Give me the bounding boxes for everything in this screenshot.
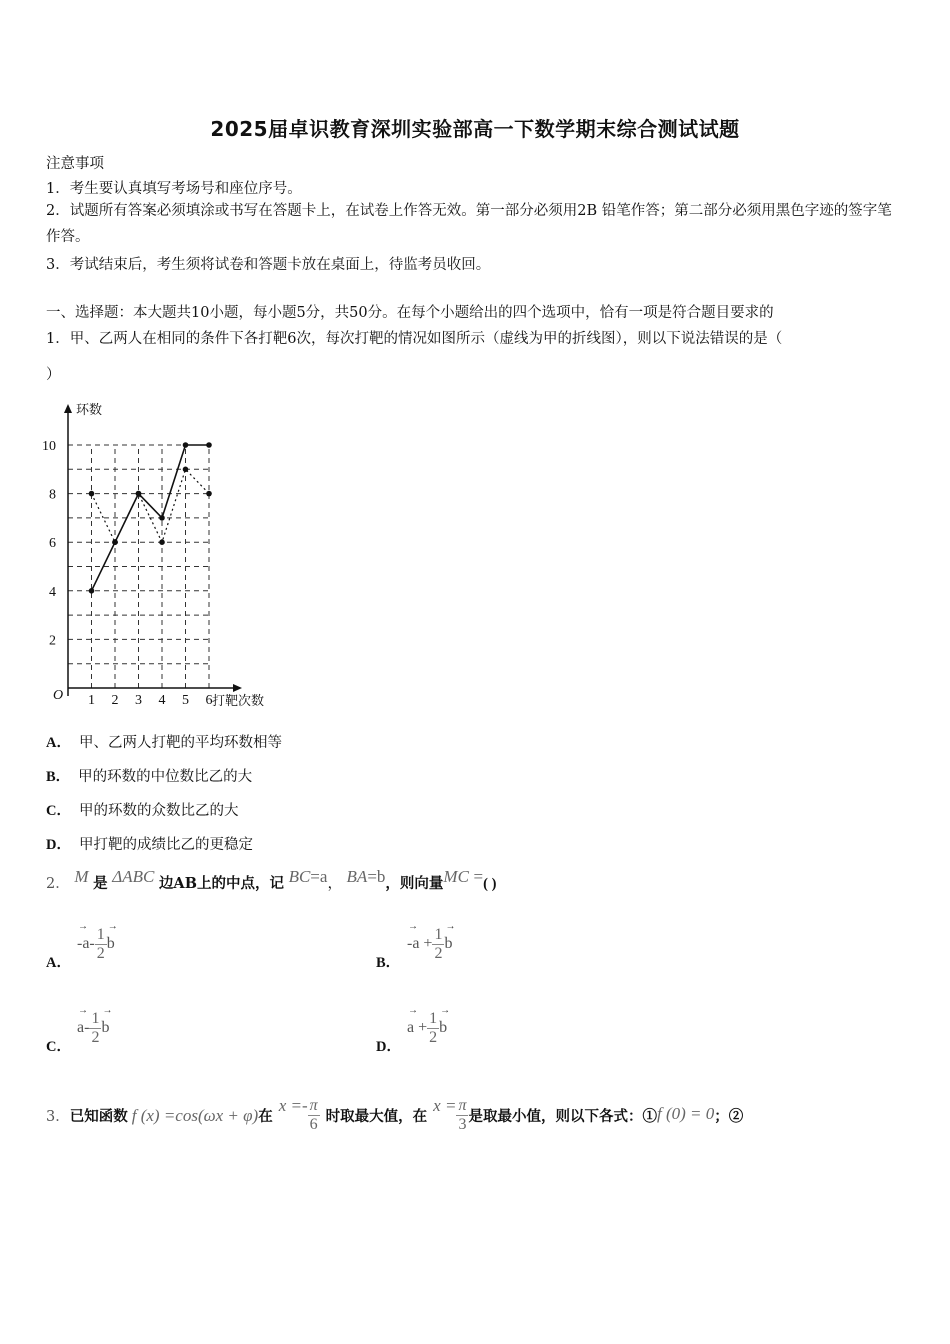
- q2-comma: ，: [327, 876, 342, 892]
- q3-x-max: x =-: [278, 1095, 308, 1115]
- q3-text-1: 已知函数: [69, 1108, 128, 1125]
- q3-three: 3: [458, 1116, 467, 1133]
- data-point-jia: [183, 467, 189, 473]
- notice-item-3: 3．考试结束后，考生须将试卷和答题卡放在桌面上，待监考员收回。: [46, 257, 491, 273]
- q2-number: 2．: [46, 876, 70, 892]
- x-tick-label: 3: [135, 693, 142, 708]
- q2-choice-a-num: 1: [96, 926, 105, 943]
- y-tick-label: 6: [49, 536, 56, 552]
- notice-heading: 注意事项: [46, 156, 104, 172]
- origin-label: O: [53, 688, 64, 703]
- x-tick-label: 4: [158, 693, 166, 708]
- q2-equals-a: =a: [310, 867, 328, 886]
- q3-stem: [46, 1097, 743, 1134]
- y-tick-label: 4: [49, 584, 56, 600]
- q2-equals-b: =b: [367, 867, 386, 886]
- data-point-yi: [136, 491, 142, 497]
- q2-vector-bc: BC: [288, 867, 311, 886]
- notice-item-1: 1．考生要认真填写考场号和座位序号。: [46, 181, 302, 197]
- q1-option-a-letter: A．: [46, 735, 71, 751]
- q2-choice-a-den: 2: [96, 945, 105, 962]
- q1-option-d-text: 甲打靶的成绩比乙的更稳定: [78, 837, 253, 853]
- q1-option-c-text: 甲的环数的众数比乙的大: [78, 803, 239, 819]
- y-tick-label: 8: [49, 487, 56, 503]
- data-point-yi: [112, 539, 118, 545]
- data-point-yi: [183, 442, 189, 448]
- q1-option-c[interactable]: [46, 799, 238, 820]
- q2-choice-a-pre: -a-: [77, 935, 95, 953]
- data-point-jia: [89, 491, 95, 497]
- q2-choice-d-pre: a +: [407, 1019, 428, 1037]
- q2-choice-b-den: 2: [434, 945, 443, 962]
- q3-pi-2: π: [458, 1097, 467, 1114]
- q3-pi-over-3: [456, 1097, 468, 1134]
- q2-choice-d-num: 1: [429, 1010, 438, 1027]
- q2-choice-a[interactable]: → -a- $\frac{1}{2}$ → b: [77, 921, 118, 962]
- y-tick-label: 2: [49, 633, 56, 649]
- x-tick-label: 1: [88, 693, 95, 708]
- q3-number: 3．: [46, 1109, 70, 1125]
- data-point-yi: [89, 588, 95, 594]
- q1-option-c-letter: C．: [46, 803, 71, 819]
- q2-vector-ba: BA: [346, 867, 368, 886]
- x-axis-arrow: [233, 684, 242, 692]
- q3-pi-over-6: [308, 1097, 320, 1134]
- q3-six: 6: [309, 1116, 318, 1133]
- x-tick-label: 2: [111, 693, 119, 708]
- q2-point-m: M: [74, 867, 89, 886]
- q2-choice-a-letter[interactable]: A．: [46, 955, 71, 971]
- q2-choice-c-num: 1: [91, 1010, 100, 1027]
- q3-function: f (x) =cos(ωx + φ): [131, 1105, 259, 1125]
- shooting-chart: [42, 398, 282, 716]
- q2-choice-b-letter[interactable]: B．: [376, 955, 401, 971]
- q2-choice-c-post: b: [101, 1019, 110, 1037]
- q2-choice-b-num: 1: [434, 926, 443, 943]
- y-axis-arrow: [64, 404, 72, 413]
- q2-choice-d-letter[interactable]: D．: [376, 1039, 401, 1055]
- q1-option-b-text: 甲的环数的中位数比乙的大: [78, 769, 253, 785]
- q2-midpoint-text: 边AB上的中点，记: [158, 875, 284, 892]
- q2-answer-paren: ( ): [483, 876, 497, 892]
- q3-pi-1: π: [309, 1097, 318, 1114]
- q1-option-b-letter: B．: [46, 769, 71, 785]
- q2-choice-c-den: 2: [91, 1029, 100, 1046]
- y-axis-label: 环数: [76, 402, 103, 417]
- q1-stem: 1．甲、乙两人在相同的条件下各打靶6次，每次打靶的情况如图所示（虚线为甲的折线图），则以下说法错误的是（: [46, 331, 783, 347]
- q2-shi: 是: [93, 875, 108, 892]
- q3-text-2: 在: [258, 1108, 273, 1125]
- q1-option-d[interactable]: [46, 833, 253, 854]
- q2-choice-d-den: 2: [429, 1029, 438, 1046]
- q2-choice-d[interactable]: → a + $\frac{1}{2}$ → b: [407, 1005, 451, 1046]
- q1-option-b[interactable]: [46, 765, 252, 786]
- q2-triangle: ΔABC: [112, 867, 155, 886]
- q2-choice-c[interactable]: → a- $\frac{1}{2}$ → b: [77, 1005, 113, 1046]
- q1-option-a-text: 甲、乙两人打靶的平均环数相等: [78, 735, 282, 751]
- q2-equals: =: [473, 867, 484, 886]
- q3-text-4: 是取最小值，则以下各式：①: [468, 1108, 657, 1125]
- q3-text-3: 时取最大值，在: [325, 1108, 428, 1125]
- q1-option-a[interactable]: [46, 731, 282, 752]
- section-heading: 一、选择题：本大题共10小题，每小题5分，共50分。在每个小题给出的四个选项中，恰有一项是符合题目要求的: [46, 305, 774, 321]
- q3-x-min: x =: [433, 1095, 457, 1115]
- x-axis-label: 打靶次数: [212, 693, 265, 708]
- q2-vector-mc: MC: [443, 867, 469, 886]
- q2-choice-b-post: b: [444, 935, 453, 953]
- q1-stem-end: ）: [46, 367, 61, 383]
- q2-stem: [46, 867, 497, 893]
- notice-item-2: 2．试题所有答案必须填涂或书写在答题卡上，在试卷上作答无效。第一部分必须用2B 铅笔作答；第二部分必须用黑色字迹的签字笔作答。: [46, 203, 892, 245]
- q3-f-zero: f (0) = 0: [656, 1103, 715, 1123]
- y-tick-label: 10: [42, 439, 56, 454]
- q2-choice-b[interactable]: → -a + $\frac{1}{2}$ → b: [407, 921, 456, 962]
- q2-choice-b-pre: -a +: [407, 935, 433, 953]
- data-point-yi: [159, 515, 165, 521]
- q1-option-d-letter: D．: [46, 837, 71, 853]
- q2-then-text: ，则向量: [385, 875, 444, 892]
- q2-choice-a-post: b: [106, 935, 115, 953]
- q2-choice-c-letter[interactable]: C．: [46, 1039, 71, 1055]
- page-title: 2025届卓识教育深圳实验部高一下数学期末综合测试试题: [210, 117, 740, 141]
- data-point-yi: [206, 442, 212, 448]
- x-tick-label: 5: [182, 693, 189, 708]
- data-point-jia: [159, 539, 165, 545]
- x-tick-label: 6: [205, 693, 213, 708]
- q2-choice-d-post: b: [439, 1019, 448, 1037]
- q2-choice-c-pre: a-: [77, 1019, 90, 1037]
- q3-text-5: ；②: [714, 1108, 744, 1125]
- data-point-jia: [206, 491, 212, 497]
